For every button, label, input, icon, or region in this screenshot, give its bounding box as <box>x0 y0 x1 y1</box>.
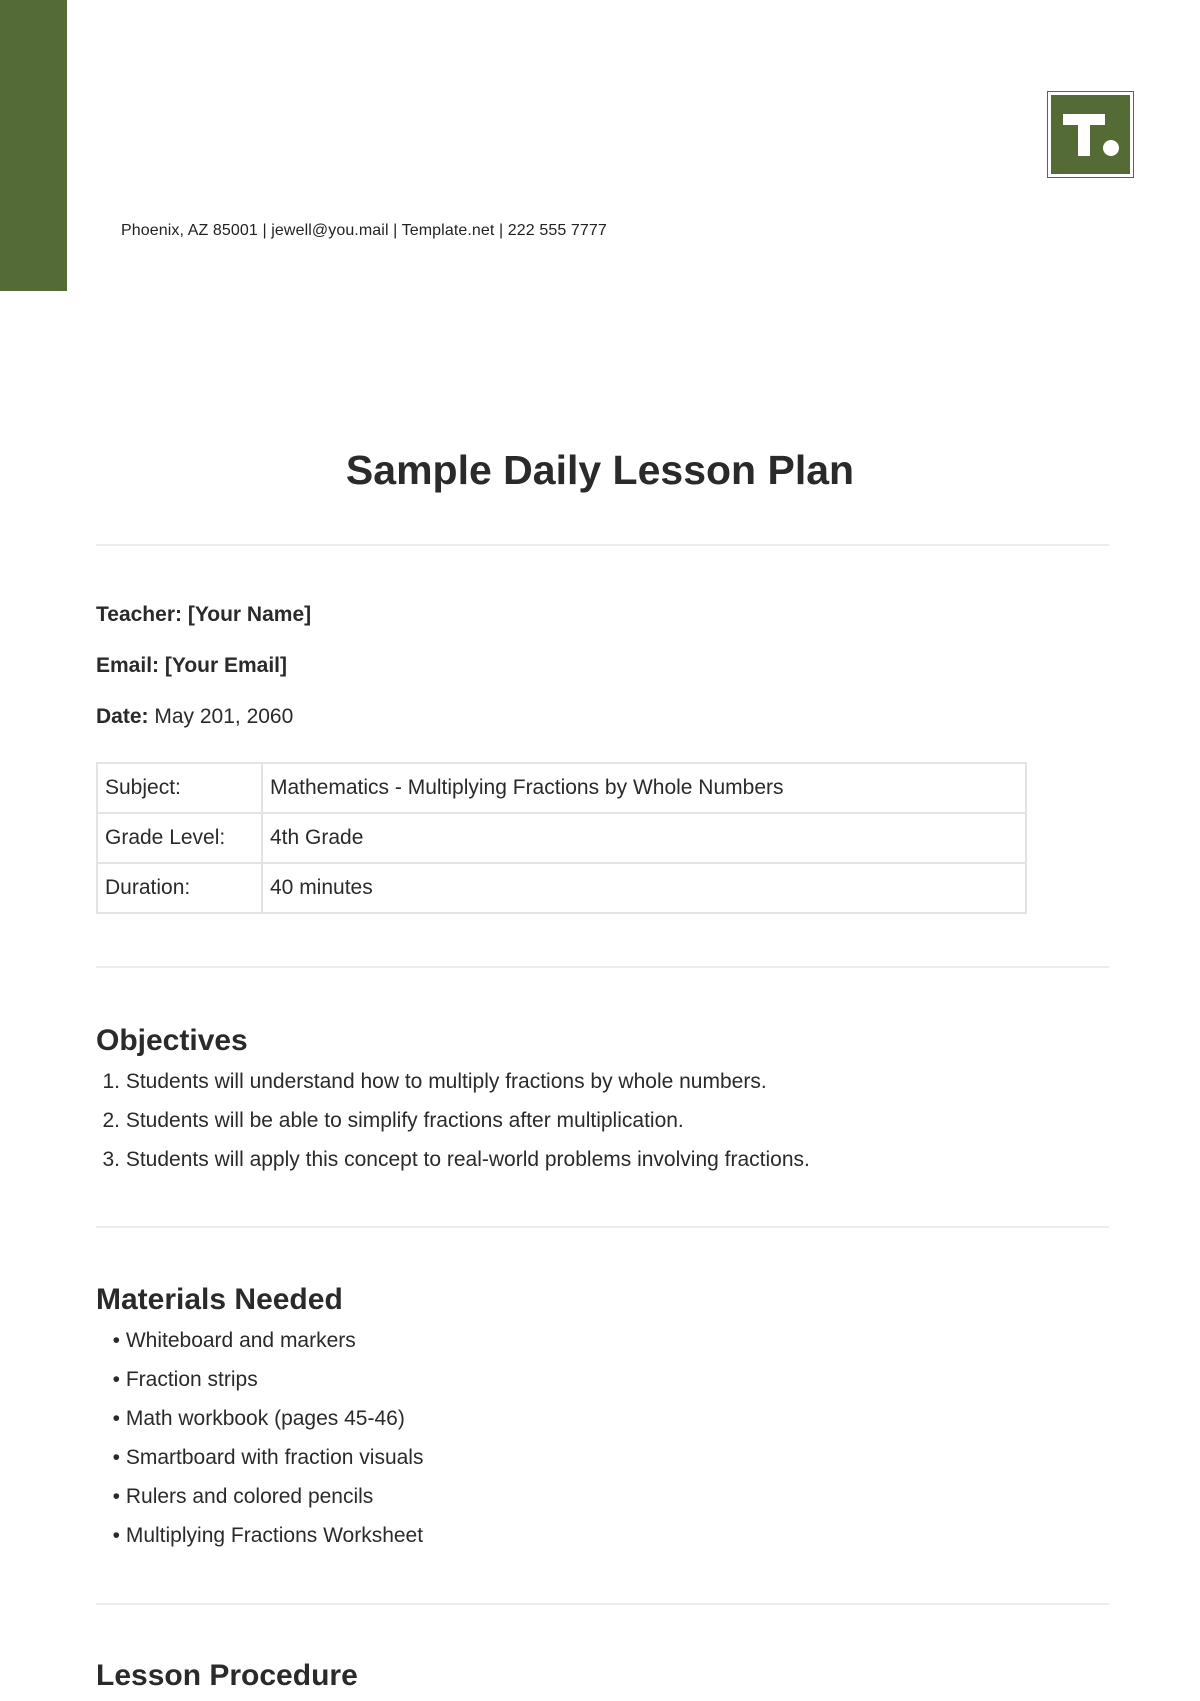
meta-value: Mathematics - Multiplying Fractions by Whole Numbers <box>262 763 1026 813</box>
teacher-label: Teacher: <box>96 603 182 626</box>
table-row <box>97 863 1026 913</box>
list-item: • Rulers and colored pencils <box>112 1485 374 1508</box>
procedure-heading: Lesson Procedure <box>96 1659 358 1692</box>
list-item: 1. Students will understand how to multiply fractions by whole numbers. <box>102 1070 767 1093</box>
meta-key: Duration: <box>97 863 262 913</box>
table-row <box>97 813 1026 863</box>
list-item: • Fraction strips <box>112 1368 258 1391</box>
divider <box>96 1603 1109 1605</box>
divider <box>96 544 1109 546</box>
template-logo <box>1047 91 1134 178</box>
table-row <box>97 763 1026 813</box>
page-title: Sample Daily Lesson Plan <box>345 447 855 493</box>
meta-value: 40 minutes <box>262 863 1026 913</box>
contact-line: Phoenix, AZ 85001 | jewell@you.mail | Template.net | 222 555 7777 <box>121 222 607 239</box>
divider <box>96 1226 1109 1228</box>
list-item: • Smartboard with fraction visuals <box>112 1446 424 1469</box>
objectives-heading: Objectives <box>96 1024 248 1057</box>
list-item: 2. Students will be able to simplify fractions after multiplication. <box>102 1109 684 1132</box>
objectives-list <box>96 1062 810 1179</box>
materials-list <box>96 1321 423 1555</box>
teacher-line <box>96 603 311 627</box>
meta-key: Grade Level: <box>97 813 262 863</box>
list-item: 3. Students will apply this concept to real-world problems involving fractions. <box>102 1148 810 1171</box>
list-item: • Multiplying Fractions Worksheet <box>112 1524 424 1547</box>
list-item: • Math workbook (pages 45-46) <box>112 1407 405 1430</box>
email-value: [Your Email] <box>164 654 287 677</box>
list-item: • Whiteboard and markers <box>112 1329 356 1352</box>
logo-t-glyph <box>1059 110 1123 160</box>
header-accent-bar <box>0 0 67 291</box>
date-label: Date: <box>96 705 149 728</box>
teacher-value: [Your Name] <box>187 603 312 626</box>
divider <box>96 966 1109 968</box>
date-line <box>96 705 293 729</box>
logo-mark-icon <box>1051 95 1130 174</box>
meta-key: Subject: <box>97 763 262 813</box>
lesson-meta-table <box>96 762 1027 914</box>
meta-value: 4th Grade <box>262 813 1026 863</box>
email-line <box>96 654 287 678</box>
materials-heading: Materials Needed <box>96 1283 343 1316</box>
email-label: Email: <box>96 654 160 677</box>
date-value: May 201, 2060 <box>154 705 294 728</box>
